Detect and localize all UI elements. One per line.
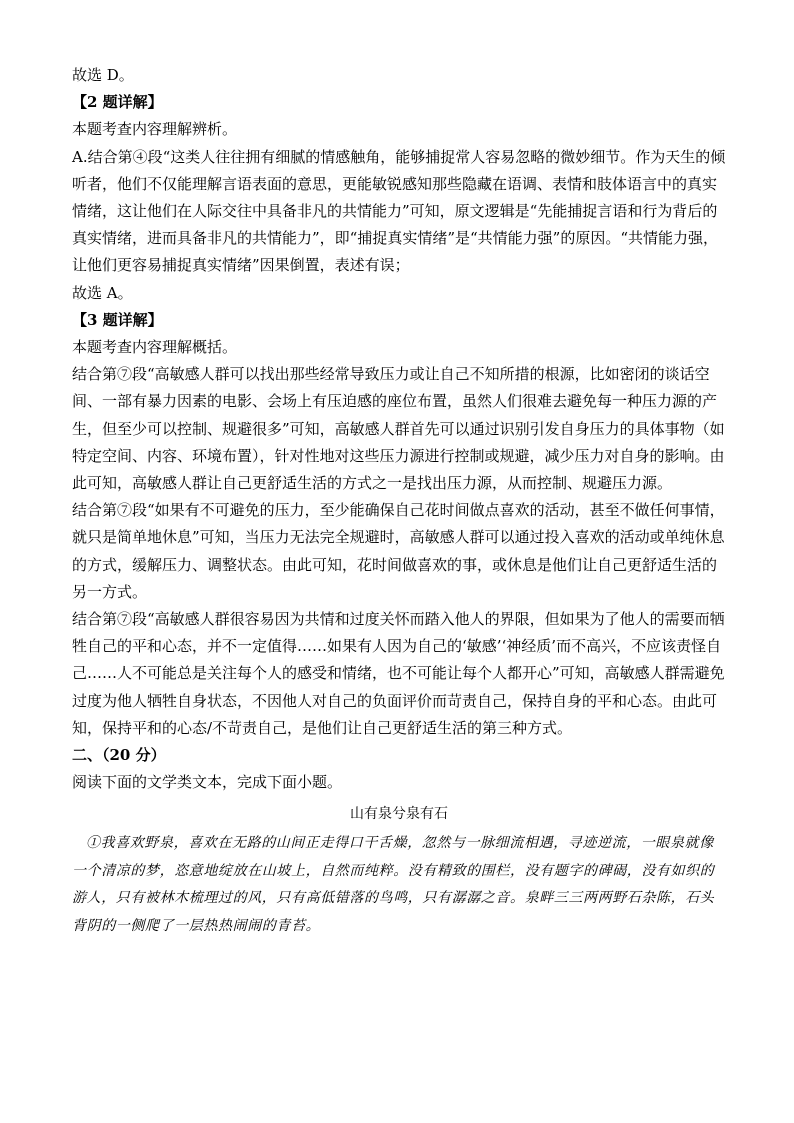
- story-text: [72, 830, 726, 940]
- section-heading: 【2 题详解】: [72, 93, 163, 112]
- answer-line: 故选 D。: [72, 66, 134, 84]
- question-type-line: 本题考查内容理解概括。: [72, 338, 238, 357]
- answer-line: 故选 A。: [72, 283, 133, 302]
- answer-analysis: [72, 62, 726, 940]
- story-title: 山有泉兮泉有石: [350, 806, 448, 823]
- section-heading: 【3 题详解】: [72, 310, 163, 329]
- story-paragraph: ①我喜欢野泉，喜欢在无路的山间正走得口干舌燥，忽然与一脉细流相遇，寻迹逆流，一眼泉就像一个清凉的梦，恣意地绽放在山坡上，自然而纯粹。没有精致的围栏，没有题字的碑碣，没有如织的游人，只有被林木梳理过的风，只有高低错落的鸟鸣，只有潺潺之音。泉畔三三两两野石杂陈，石头背阴的一侧爬了一层热热闹闹的青苔。: [72, 835, 715, 934]
- question-type-line: 本题考查内容理解辨析。: [72, 120, 238, 139]
- analysis-paragraph: A.结合第④段“这类人往往拥有细腻的情感触角，能够捕捉常人容易忽略的微妙细节。作为天生的倾听者，他们不仅能理解言语表面的意思，更能敏锐感知那些隐藏在语调、表情和肢体语言中的真实情绪，这让他们在人际交往中具备非凡的共情能力”可知，原文逻辑是“先能捕捉言语和行为背后的真实情绪，进而具备非凡的共情能力”，即“捕捉真实情绪”是“共情能力强”的原因。“共情能力强，让他们更容易捕捉真实情绪”因果倒置，表述有误；: [72, 147, 726, 275]
- part-heading: 二、（20 分）: [72, 746, 166, 765]
- analysis-paragraph: 结合第⑦段“高敏感人群很容易因为共情和过度关怀而踏入他人的界限，但如果为了他人的需要而牺牲自己的平和心态，并不一定值得……如果有人因为自己的‘敏感’‘神经质’而不高兴，不应该责怪自己……人不可能总是关注每个人的感受和情绪，也不可能让每个人都开心”可知，高敏感人群需避免过度为他人牺牲自身状态，不因他人对自己的负面评价而苛责自己，保持自身的平和心态。由此可知，保持平和的心态/不苛责自己，是他们让自己更舒适生活的第三种方式。: [72, 610, 725, 737]
- instruction-line: 阅读下面的文学类文本，完成下面小题。: [72, 773, 343, 792]
- analysis-paragraph: 结合第⑦段“如果有不可避免的压力，至少能确保自己花时间做点喜欢的活动，甚至不做任何事情，就只是简单地休息”可知，当压力无法完全规避时，高敏感人群可以通过投入喜欢的活动或单纯休息的方式，缓解压力、调整状态。由此可知，花时间做喜欢的事，或休息是他们让自己更舒适生活的另一方式。: [72, 501, 725, 601]
- analysis-paragraph: 结合第⑦段“高敏感人群可以找出那些经常导致压力或让自己不知所措的根源，比如密闭的谈话空间、一部有暴力因素的电影、会场上有压迫感的座位布置，虽然人们很难去避免每一种压力源的产生，但至少可以控制、规避很多”可知，高敏感人群首先可以通过识别引发自身压力的具体事物（如特定空间、内容、环境布置），针对性地对这些压力源进行控制或规避，减少压力对自身的影响。由此可知，高敏感人群让自己更舒适生活的方式之一是找出压力源，从而控制、规避压力源。: [72, 365, 725, 493]
